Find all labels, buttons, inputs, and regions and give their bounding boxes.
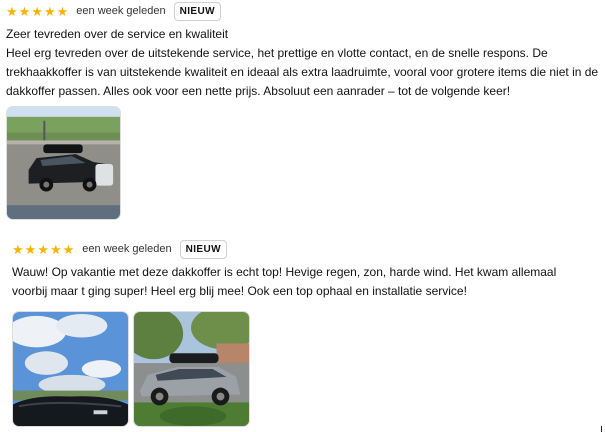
text-cursor-mark (601, 426, 602, 432)
star-icon: ★ (12, 241, 24, 257)
new-badge: NIEUW (180, 240, 227, 259)
star-icon: ★ (31, 3, 43, 19)
star-icon: ★ (18, 3, 31, 19)
star-icon: ★ (43, 3, 56, 19)
star-icon: ★ (37, 241, 49, 257)
car-with-roof-box-photo[interactable] (133, 311, 250, 427)
review-date: een week geleden (76, 5, 166, 17)
star-icon: ★ (56, 3, 69, 19)
review-date: een week geleden (82, 243, 172, 255)
review-text: Wauw! Op vakantie met deze dakkoffer is echt top! Hevige regen, zon, harde wind. Het kwam allemaal voorbij maar t ging super! Heel erg blij mee! Ook een top ophaal en installatie service! (12, 265, 557, 298)
review-meta (12, 238, 227, 260)
new-badge: NIEUW (174, 2, 221, 21)
review-text: Heel erg tevreden over de uitstekende service, het prettige en vlotte contact, en de snelle respons. De trekhaakkoffer is van uitstekende kwaliteit en ideaal als extra laadruimte, vooral voor grotere items die niet in de dakkoffer passen. Alles ook voor een nette prijs. Absoluut een aanrader – tot de volgende keer! (6, 46, 599, 98)
review-title: Zeer tevreden over de service en kwaliteit (6, 27, 229, 41)
star-rating (6, 5, 68, 18)
roof-box-sky-photo[interactable] (12, 311, 129, 427)
star-rating (12, 243, 74, 256)
star-icon: ★ (49, 241, 62, 257)
star-icon: ★ (6, 3, 18, 19)
star-icon: ★ (24, 241, 37, 257)
star-icon: ★ (62, 241, 75, 257)
review-meta (6, 0, 221, 22)
car-with-towbar-box-photo[interactable] (6, 106, 121, 220)
